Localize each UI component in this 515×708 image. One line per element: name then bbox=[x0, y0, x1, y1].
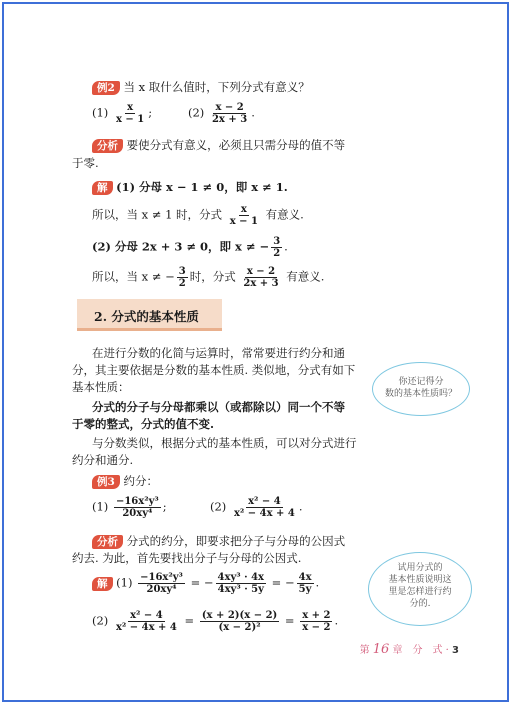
example2-analysis bbox=[92, 138, 345, 153]
denominator: 20xy⁴ bbox=[122, 508, 153, 519]
numerator: (x + 2)(x − 2) bbox=[201, 610, 278, 621]
numerator: x + 2 bbox=[302, 610, 331, 621]
fraction bbox=[114, 496, 161, 519]
equals: = − bbox=[271, 575, 295, 590]
analysis-text: 分式的约分，即要求把分子与分母的公因式 bbox=[126, 534, 346, 548]
fraction bbox=[297, 572, 314, 595]
section-title: 2. 分式的基本性质 bbox=[94, 309, 199, 324]
bubble-text: 基本性质说明这 bbox=[388, 575, 452, 585]
fraction bbox=[138, 572, 185, 595]
example3-solution1 bbox=[92, 572, 319, 595]
example2-tag: 例2 bbox=[92, 81, 120, 95]
fraction bbox=[216, 572, 266, 595]
equals: = bbox=[184, 613, 195, 628]
fraction bbox=[271, 236, 282, 259]
fraction bbox=[300, 610, 332, 633]
analysis-text: 要使分式有意义，必须且只需分母的值不等 bbox=[126, 138, 346, 152]
example2-solution1 bbox=[92, 180, 288, 195]
fraction bbox=[228, 204, 260, 227]
punct: ; bbox=[148, 105, 153, 120]
property-line: 分式的分子与分母都乘以（或都除以）同一个不等 bbox=[92, 400, 345, 414]
denominator: 2x + 3 bbox=[211, 114, 248, 125]
fraction bbox=[241, 266, 280, 289]
denominator: 4xy³ · 5y bbox=[217, 584, 264, 595]
text: 有意义. bbox=[286, 269, 325, 284]
bubble-text: 你还记得分 bbox=[398, 377, 444, 387]
fraction bbox=[210, 102, 249, 125]
example2-conclusion1 bbox=[92, 204, 304, 227]
example3-tag: 例3 bbox=[92, 475, 120, 489]
text: (2) 分母 2x + 3 ≠ 0，即 x ≠ − bbox=[92, 239, 270, 254]
equals: = bbox=[284, 613, 295, 628]
denominator: x − 1 bbox=[229, 216, 258, 227]
page-footer bbox=[360, 641, 459, 657]
property-line: 于零的整式，分式的值不变. bbox=[72, 417, 215, 431]
section-heading bbox=[77, 299, 222, 331]
example3-part1 bbox=[92, 496, 167, 519]
numerator: 4xy³ · 4x bbox=[217, 572, 265, 583]
numerator: x − 2 bbox=[215, 102, 244, 113]
example2-solution2 bbox=[92, 236, 288, 259]
numerator: x² − 4 bbox=[248, 496, 281, 507]
punct: ; bbox=[162, 499, 167, 514]
paragraph-line: 约分和通分. bbox=[72, 453, 134, 467]
punct: . bbox=[298, 499, 303, 514]
part-label: (1) bbox=[92, 105, 109, 120]
example3-title bbox=[92, 474, 158, 489]
numerator: x² − 4 bbox=[130, 610, 163, 621]
tip-bubble-2 bbox=[368, 552, 472, 626]
numerator: 3 bbox=[178, 266, 186, 277]
text: 所以，当 x ≠ − bbox=[92, 269, 175, 284]
example3-analysis bbox=[92, 534, 345, 549]
example2-question-text: 当 x 取什么值时，下列分式有意义？ bbox=[123, 80, 310, 94]
fraction bbox=[177, 266, 188, 289]
part-label: (1) bbox=[92, 499, 109, 514]
footer-text: 第 bbox=[359, 645, 370, 656]
solution-tag: 解 bbox=[92, 577, 113, 591]
denominator: 2 bbox=[178, 278, 186, 289]
example3-part2 bbox=[210, 496, 303, 519]
part-label: (2) bbox=[210, 499, 227, 514]
solution-tag: 解 bbox=[92, 181, 113, 195]
solution-text: (1) 分母 x − 1 ≠ 0，即 x ≠ 1. bbox=[116, 180, 288, 194]
example2-part1 bbox=[92, 102, 152, 125]
analysis-text-cont: 于零. bbox=[72, 156, 99, 170]
numerator: x bbox=[240, 204, 247, 215]
punct: . bbox=[284, 239, 288, 254]
punct: . bbox=[315, 575, 320, 590]
part-label: (2) bbox=[188, 105, 205, 120]
analysis-tag: 分析 bbox=[92, 139, 123, 153]
example2-part2 bbox=[188, 102, 255, 125]
fraction bbox=[232, 496, 297, 519]
denominator: x − 2 bbox=[302, 622, 331, 633]
fraction bbox=[114, 610, 179, 633]
bubble-text: 数的基本性质吗？ bbox=[384, 389, 457, 399]
bubble-text: 里是怎样进行约 bbox=[388, 587, 452, 597]
paragraph-line: 基本性质： bbox=[72, 380, 130, 394]
equals: = − bbox=[190, 575, 214, 590]
numerator: −16x²y³ bbox=[115, 496, 159, 507]
part-label: (2) bbox=[92, 613, 109, 628]
example2-question bbox=[92, 80, 310, 95]
bubble-text: 分的. bbox=[409, 599, 431, 609]
punct: . bbox=[334, 613, 339, 628]
part-label: (1) bbox=[116, 575, 133, 590]
analysis-tag: 分析 bbox=[92, 535, 123, 549]
fraction bbox=[200, 610, 279, 633]
numerator: x − 2 bbox=[246, 266, 276, 277]
page-number: 3 bbox=[452, 645, 459, 656]
text: 时，分式 bbox=[189, 269, 236, 284]
tip-bubble-1 bbox=[372, 362, 470, 416]
paragraph-line: 在进行分数的化简与运算时，常常要进行约分和通 bbox=[92, 346, 345, 360]
numerator: −16x²y³ bbox=[140, 572, 183, 583]
paragraph-line: 分，其主要依据是分数的基本性质. 类似地，分式有如下 bbox=[72, 363, 356, 377]
analysis-text-cont: 约去. 为此，首先要找出分子与分母的公因式. bbox=[72, 551, 302, 565]
chapter-number: 16 bbox=[372, 642, 390, 657]
fraction bbox=[114, 102, 146, 125]
example3-title-text: 约分： bbox=[123, 474, 158, 488]
paragraph-line: 与分数类似，根据分式的基本性质，可以对分式进行 bbox=[92, 436, 357, 450]
text: 所以，当 x ≠ 1 时，分式 bbox=[92, 207, 223, 222]
numerator: x bbox=[127, 102, 134, 113]
denominator: x − 1 bbox=[115, 114, 145, 125]
denominator: 20xy⁴ bbox=[146, 584, 177, 595]
denominator: 2x + 3 bbox=[243, 278, 279, 289]
numerator: 4x bbox=[298, 572, 312, 583]
example2-conclusion2 bbox=[92, 266, 324, 289]
denominator: 2 bbox=[273, 248, 281, 259]
denominator: 5y bbox=[298, 584, 312, 595]
numerator: 3 bbox=[273, 236, 281, 247]
denominator: (x − 2)² bbox=[218, 622, 261, 633]
denominator: x² − 4x + 4 bbox=[233, 508, 295, 519]
example3-solution2 bbox=[92, 610, 338, 633]
bubble-text: 试用分式的 bbox=[397, 563, 443, 573]
footer-text: 章 分 式 · bbox=[392, 645, 449, 656]
text: 有意义. bbox=[265, 207, 304, 222]
denominator: x² − 4x + 4 bbox=[115, 622, 177, 633]
punct: . bbox=[251, 105, 255, 120]
